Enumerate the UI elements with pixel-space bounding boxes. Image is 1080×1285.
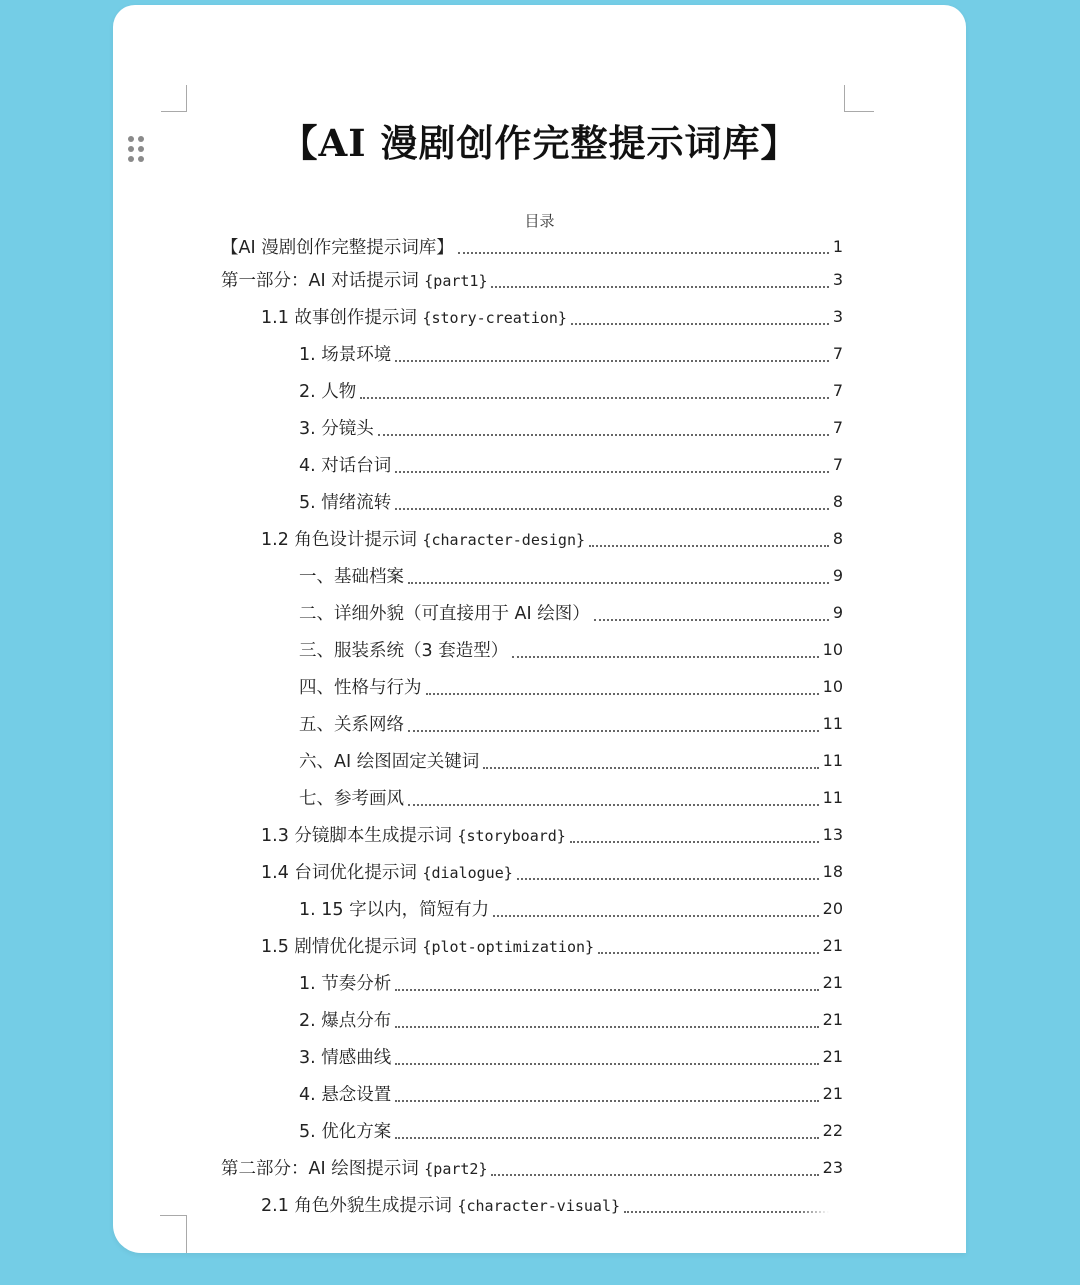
toc-entry-text: 5. 情绪流转: [299, 493, 392, 513]
dot-leader: [395, 471, 829, 473]
toc-entry-text: 1.5 剧情优化提示词: [261, 937, 423, 957]
toc-entry-text: 2.1 角色外貌生成提示词: [261, 1196, 458, 1216]
toc-entry-text: 四、性格与行为: [299, 678, 422, 698]
toc-entry-text: 第二部分：AI 绘图提示词: [221, 1159, 425, 1179]
dot-leader: [571, 323, 829, 325]
toc-entry[interactable]: [221, 1149, 843, 1186]
toc-entry-page-number: 11: [822, 751, 843, 770]
toc-entry-text: 五、关系网络: [299, 715, 404, 735]
toc-entry-label: [261, 304, 567, 329]
toc-entry[interactable]: [221, 557, 843, 594]
toc-entry-text: 1. 节奏分析: [299, 974, 392, 994]
toc-entry[interactable]: [221, 446, 843, 483]
toc-entry-page-number: 22: [822, 1121, 843, 1140]
dot-leader: [589, 545, 829, 547]
toc-entry-page-number: 21: [822, 936, 843, 955]
toc-entry-text: 七、参考画风: [299, 789, 404, 809]
toc-entry-label: [221, 267, 487, 292]
toc-entry-page-number: 20: [822, 899, 843, 918]
toc-entry-label: [261, 933, 594, 958]
dot-leader: [624, 1211, 829, 1213]
toc-entry-page-number: 3: [832, 307, 843, 326]
toc-entry[interactable]: [221, 231, 843, 261]
toc-entry-label: [299, 341, 391, 366]
toc-entry[interactable]: [221, 298, 843, 335]
dot-leader: [395, 1063, 818, 1065]
toc-entry-text: 三、服装系统（3 套造型）: [299, 641, 509, 661]
toc-entry-label: [299, 563, 404, 588]
toc-entry[interactable]: [221, 705, 843, 742]
page-corner-mark-top-right: [844, 85, 874, 112]
toc-entry[interactable]: [221, 890, 843, 927]
toc-entry[interactable]: [221, 668, 843, 705]
toc-entry-text: 4. 悬念设置: [299, 1085, 392, 1105]
toc-entry[interactable]: [221, 964, 843, 1001]
toc-entry-page-number: 23: [822, 1158, 843, 1177]
dot-leader: [483, 767, 818, 769]
toc-entry-label: [299, 637, 508, 662]
toc-entry-text: 一、基础档案: [299, 567, 404, 587]
toc-entry-text: 1. 15 字以内，简短有力: [299, 900, 490, 920]
dot-leader: [360, 397, 829, 399]
toc-entry[interactable]: [221, 1112, 843, 1149]
toc-entry-page-number: 21: [822, 973, 843, 992]
toc-entry-tag: {part1}: [424, 272, 488, 290]
toc-heading: 目录: [524, 212, 555, 230]
document-title: 【AI 漫剧创作完整提示词库】: [280, 121, 799, 165]
toc-entry-label: [299, 378, 356, 403]
page-corner-mark-top-left: [161, 85, 187, 112]
dot-leader: [408, 730, 819, 732]
dot-leader: [512, 656, 818, 658]
page-corner-mark-bottom-left: [160, 1215, 187, 1253]
toc-entry[interactable]: [221, 816, 843, 853]
toc-entry-text: 1.2 角色设计提示词: [261, 530, 423, 550]
toc-entry-label: [299, 896, 489, 921]
dot-leader: [426, 693, 819, 695]
toc-entry-label: [299, 785, 404, 810]
toc-entry-text: 4. 对话台词: [299, 456, 392, 476]
toc-entry-page-number: 3: [832, 270, 843, 289]
toc-entry-label: [299, 748, 479, 773]
toc-entry-label: [221, 234, 454, 259]
dot-leader: [395, 989, 818, 991]
toc-entry-label: [299, 1118, 391, 1143]
dot-leader: [395, 508, 829, 510]
toc-entry-text: 1. 场景环境: [299, 345, 392, 365]
toc-entry[interactable]: [221, 779, 843, 816]
toc-entry-text: 1.1 故事创作提示词: [261, 308, 423, 328]
toc-entry-page-number: 10: [822, 677, 843, 696]
dot-leader: [458, 252, 829, 254]
toc-entry-label: [299, 1081, 391, 1106]
toc-entry-label: [299, 415, 374, 440]
toc-entry-page-number: 18: [822, 862, 843, 881]
toc-entry[interactable]: [221, 853, 843, 890]
toc-entry-page-number: 9: [832, 603, 843, 622]
toc-entry-text: 六、AI 绘图固定关键词: [299, 752, 480, 772]
toc-entry-text: 2. 爆点分布: [299, 1011, 392, 1031]
dot-leader: [408, 804, 819, 806]
toc-entry-label: [299, 600, 590, 625]
toc-entry-page-number: 7: [832, 344, 843, 363]
toc-entry[interactable]: [221, 261, 843, 298]
toc-entry-page-number: 7: [832, 455, 843, 474]
toc-entry[interactable]: [221, 1038, 843, 1075]
toc-entry-page-number: 8: [832, 529, 843, 548]
dot-leader: [570, 841, 819, 843]
toc-entry-label: [299, 1044, 391, 1069]
toc-entry-page-number: 11: [822, 788, 843, 807]
dot-leader: [491, 1174, 818, 1176]
toc-entry-tag: {part2}: [424, 1160, 488, 1178]
toc-entry-tag: {character-visual}: [457, 1197, 621, 1215]
toc-entry-label: [299, 674, 422, 699]
toc-entry-label: [261, 526, 585, 551]
toc-entry-page-number: 10: [822, 640, 843, 659]
toc-entry-label: [299, 489, 391, 514]
toc-entry-text: 【AI 漫剧创作完整提示词库】: [221, 237, 454, 258]
toc-entry[interactable]: [221, 372, 843, 409]
dot-leader: [517, 878, 819, 880]
dot-leader: [598, 952, 819, 954]
dot-leader: [594, 619, 829, 621]
toc-entry-page-number: 1: [832, 236, 843, 256]
toc-entry-page-number: 9: [832, 566, 843, 585]
toc-entry-tag: {character-design}: [422, 531, 586, 549]
toc-entry-page-number: 11: [822, 714, 843, 733]
toc-entry[interactable]: [221, 520, 843, 557]
toc-entry[interactable]: [221, 1001, 843, 1038]
toc-entry-text: 第一部分：AI 对话提示词: [221, 271, 425, 291]
toc-entry-tag: {story-creation}: [422, 309, 567, 327]
toc-entry-page-number: 8: [832, 492, 843, 511]
toc-entry-tag: {dialogue}: [422, 864, 513, 882]
toc-entry-page-number: 21: [822, 1010, 843, 1029]
dot-leader: [408, 582, 829, 584]
toc-entry[interactable]: [221, 483, 843, 520]
toc-entry-text: 3. 情感曲线: [299, 1048, 392, 1068]
toc-entry-page-number: 13: [822, 825, 843, 844]
toc-entry-page-number: 7: [832, 418, 843, 437]
document-page: [113, 5, 966, 1253]
dot-leader: [491, 286, 828, 288]
toc-entry-label: [299, 970, 391, 995]
toc-entry[interactable]: [221, 1075, 843, 1112]
toc-entry[interactable]: [221, 631, 843, 668]
toc-entry-label: [299, 452, 391, 477]
dot-leader: [378, 434, 829, 436]
toc-entry[interactable]: [221, 594, 843, 631]
dot-leader: [395, 360, 829, 362]
toc-entry-text: 二、详细外貌（可直接用于 AI 绘图）: [299, 604, 590, 624]
toc-entry-label: [299, 711, 404, 736]
toc-entry-page-number: 7: [832, 381, 843, 400]
dot-leader: [395, 1026, 818, 1028]
toc-entry[interactable]: [221, 1186, 843, 1223]
toc-entry-text: 1.3 分镜脚本生成提示词: [261, 826, 458, 846]
toc-entry[interactable]: [221, 927, 843, 964]
toc-entry[interactable]: [221, 409, 843, 446]
table-of-contents: [221, 231, 843, 1223]
toc-entry-label: [261, 822, 566, 847]
dot-leader: [493, 915, 819, 917]
toc-entry-text: 1.4 台词优化提示词: [261, 863, 423, 883]
toc-entry[interactable]: [221, 742, 843, 779]
toc-entry-text: 2. 人物: [299, 382, 357, 402]
dot-leader: [395, 1137, 818, 1139]
toc-entry-text: 3. 分镜头: [299, 419, 374, 439]
toc-entry-tag: {storyboard}: [457, 827, 566, 845]
toc-entry-label: [261, 1192, 620, 1217]
toc-entry-text: 5. 优化方案: [299, 1122, 392, 1142]
toc-entry-label: [261, 859, 513, 884]
toc-entry-label: [221, 1155, 487, 1180]
toc-entry[interactable]: [221, 335, 843, 372]
toc-entry-page-number: 21: [822, 1084, 843, 1103]
dot-leader: [395, 1100, 818, 1102]
toc-entry-label: [299, 1007, 391, 1032]
toc-entry-page-number: 21: [822, 1047, 843, 1066]
toc-entry-tag: {plot-optimization}: [422, 938, 595, 956]
